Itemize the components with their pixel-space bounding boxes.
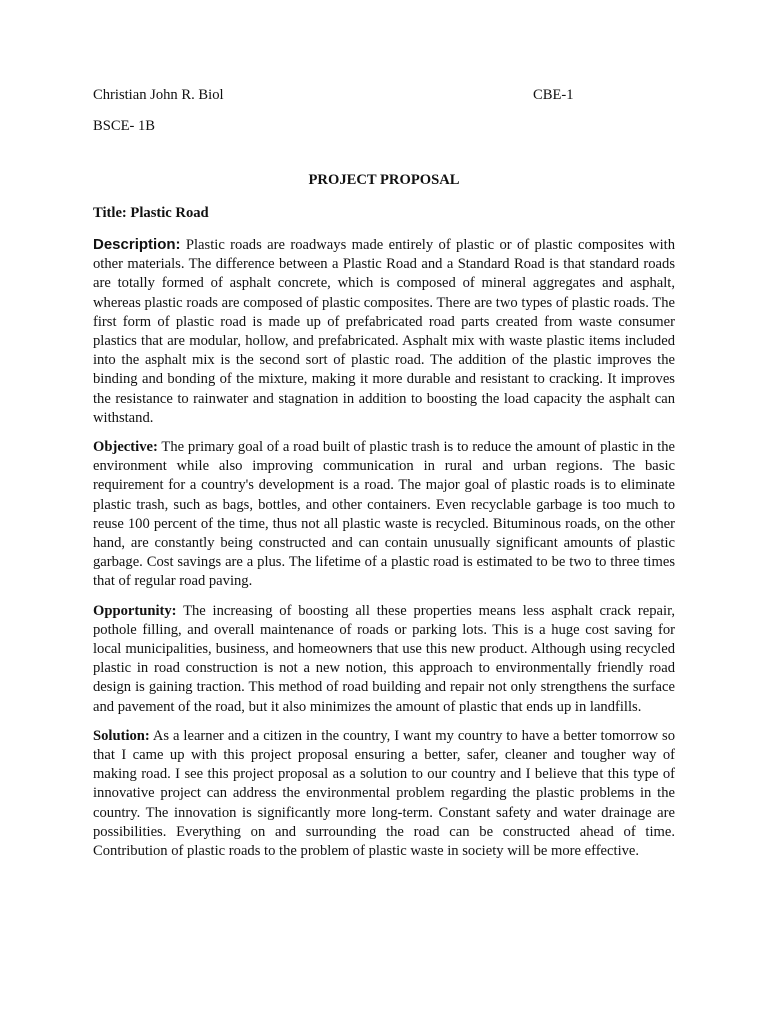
author-name: Christian John R. Biol — [93, 87, 224, 103]
opportunity-text: The increasing of boosting all these properties means less asphalt crack repair, pothole filling, and overall maintenance of roads or parking lots. This is a huge cost saving for local municipalities, business, and homeowners that use this new product. Although using recycled plastic in road construction is not a new notion, this approach to environmentally friendly road design is gaining traction. This method of road building and repair not only strengthens the surface and pavement of the road, but it also minimizes the amount of plastic that ends up in landfills. — [93, 602, 675, 715]
opportunity-label: Opportunity: — [93, 602, 177, 619]
description-text: Plastic roads are roadways made entirely of plastic or of plastic composites with other materials. The difference between a Plastic Road and a Standard Road is that standard roads are totally formed of asphalt concrete, which is composed of mineral aggregates and asphalt, whereas plastic roads are composed of plastic composites. There are two types of plastic roads. The first form of plastic road is made up of prefabricated road parts created from waste consumer plastics that are modular, hollow, and prefabricated. Asphalt mix with waste plastic items included into the asphalt mix is the second sort of plastic road. The addition of the plastic improves the binding and bonding of the mixture, making it more durable and resistant to cracking. It improves the resistance to rainwater and stagnation in addition to boosting the load capacity the asphalt can withstand. — [93, 237, 675, 426]
objective-label: Objective: — [93, 439, 158, 456]
solution-text: As a learner and a citizen in the country, I want my country to have a better tomorrow so that I came up with this project proposal ensuring a better, safer, cleaner and tougher way of making road. I see this project proposal as a solution to our country and I believe that this type of innovative project can address the environmental problem regarding the plastic problems in the country. The innovation is significantly more long-term. Constant safety and water drainage are possibilities. Everything on and surrounding the road can be constructed ahead of time. Contribution of plastic roads to the problem of plastic waste in society will be more effective. — [93, 727, 676, 860]
course-code: CBE-1 — [533, 87, 574, 103]
section-code: BSCE- 1B — [93, 118, 156, 134]
document-heading: PROJECT PROPOSAL — [308, 172, 460, 188]
solution-paragraph — [93, 727, 675, 861]
project-title: Title: Plastic Road — [93, 205, 209, 221]
solution-label: Solution: — [93, 727, 150, 744]
description-label: Description: — [93, 236, 181, 253]
objective-text: The primary goal of a road built of plastic trash is to reduce the amount of plastic in the environment while also improving communication in rural and urban regions. The basic requirement for a country's development is a road. The major goal of plastic roads is to eliminate plastic trash, such as bags, bottles, and other containers. Even recyclable garbage is too much to reuse 100 percent of the time, thus not all plastic waste is recycled. Bituminous roads, on the other hand, are constantly being constructed and can contain unusually significant amounts of plastic garbage. Cost savings are a plus. The lifetime of a plastic road is estimated to be two to three times that of regular road paving. — [93, 439, 675, 590]
description-paragraph — [93, 235, 675, 428]
objective-paragraph — [93, 438, 675, 592]
opportunity-paragraph — [93, 602, 675, 717]
header-row — [93, 86, 675, 106]
document-page — [93, 86, 675, 861]
